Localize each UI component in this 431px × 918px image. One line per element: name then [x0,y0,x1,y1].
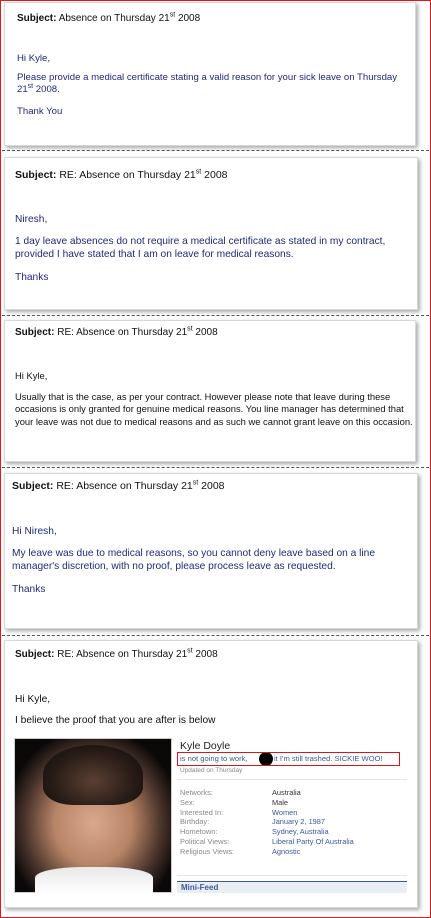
separator [2,150,429,151]
email-subject [15,649,218,660]
profile-photo-hair [43,745,143,805]
subject-sup: st [195,168,202,176]
subject-text: Absence on Thursday 21 [76,327,188,338]
email-body [15,693,413,727]
email-greeting: Hi Niresh, [12,526,57,537]
info-label: Sex: [180,797,195,807]
info-value[interactable]: January 2, 1987 [272,817,326,827]
email-greeting: Hi Kyle, [15,694,51,705]
info-label: Hometown: [180,827,218,837]
email-body [15,213,415,284]
info-label: Interested In: [180,807,224,817]
subject-text: Absence on Thursday 21 [58,13,170,24]
email-closing: Thank You [17,105,63,117]
email-body [12,525,412,596]
subject-text: Absence on Thursday 21 [76,480,193,492]
info-label: Political Views: [180,837,230,846]
profile-name[interactable]: Kyle Doyle [180,740,231,752]
subject-label: Subject: [12,480,54,492]
profile-photo-shirt [35,867,153,894]
separator [2,315,429,316]
subject-prefix: RE: [57,327,74,338]
subject-prefix: RE: [56,480,74,492]
email-paragraph: Usually that is the case, as per your contract. However please note that leave during these occasions is only granted for genuine medical reasons. You line manager has determined that your leave was not due to medical reasons and as such we cannot grant leave on this occasion. [15,391,413,427]
email-paragraph: I believe the proof that you are after is below [15,715,216,726]
info-label: Religious Views: [180,846,235,856]
subject-label: Subject: [17,13,57,24]
status-text-after: it I'm still trashed. SICKIE WOO! [274,754,383,763]
subject-label: Subject: [15,327,55,338]
subject-sup: st [187,325,193,333]
info-value[interactable]: Liberal Party Of Australia [272,837,354,846]
separator [2,467,429,468]
email-2 [4,157,418,310]
status-updated: Updated on Thursday [180,767,243,774]
info-label: Birthday: [180,817,210,827]
divider [177,779,407,780]
status-update [177,752,400,766]
subject-sup: st [192,479,199,487]
email-greeting: Niresh, [15,214,48,225]
minifeed-tab[interactable]: Mini-Feed [177,881,407,893]
email-greeting: Hi Kyle, [15,370,48,381]
email-body [15,370,413,428]
subject-text: Absence on Thursday 21 [79,169,196,181]
email-greeting: Hi Kyle, [17,53,51,64]
censor-blot [259,752,273,766]
email-paragraph: 1 day leave absences do not require a medical certificate as stated in my contract, provided I have stated that I am on leave for medical reasons. [15,236,386,260]
subject-year: 2008 [195,649,218,660]
email-subject [17,13,200,24]
subject-text: Absence on Thursday 21 [76,649,188,660]
email-1 [4,2,416,146]
info-label: Networks: [180,788,213,797]
info-value[interactable]: Sydney, Australia [272,827,329,837]
email-body [17,53,412,118]
info-value[interactable]: Agnostic [272,846,301,856]
separator [2,635,429,636]
divider [177,875,407,876]
subject-year: 2008 [195,327,218,338]
subject-sup: st [187,647,193,655]
subject-sup: st [169,11,176,19]
email-4 [4,473,418,629]
info-value[interactable]: Women [272,807,298,817]
email-paragraph: My leave was due to medical reasons, so you cannot deny leave based on a line manager's discretion, with no proof, please process leave as requested. [12,548,376,572]
email-subject [12,480,225,492]
info-value: Male [272,797,289,807]
subject-prefix: RE: [59,169,77,181]
info-value: Australia [272,788,301,797]
subject-year: 2008 [204,169,228,181]
subject-label: Subject: [15,649,55,660]
email-3 [4,320,416,462]
email-subject [15,169,228,181]
email-closing: Thanks [15,272,49,283]
facebook-profile [14,738,409,893]
email-paragraph: Please provide a medical certificate stating a valid reason for your sick leave on Thursday 21st 2008. [17,71,398,96]
email-subject [15,327,218,338]
subject-year: 2008 [201,480,225,492]
subject-label: Subject: [15,169,57,181]
subject-year: 2008 [177,13,201,24]
email-closing: Thanks [12,584,46,595]
subject-prefix: RE: [57,649,74,660]
profile-photo [14,738,172,893]
status-text-before: is not going to work, [180,754,248,763]
